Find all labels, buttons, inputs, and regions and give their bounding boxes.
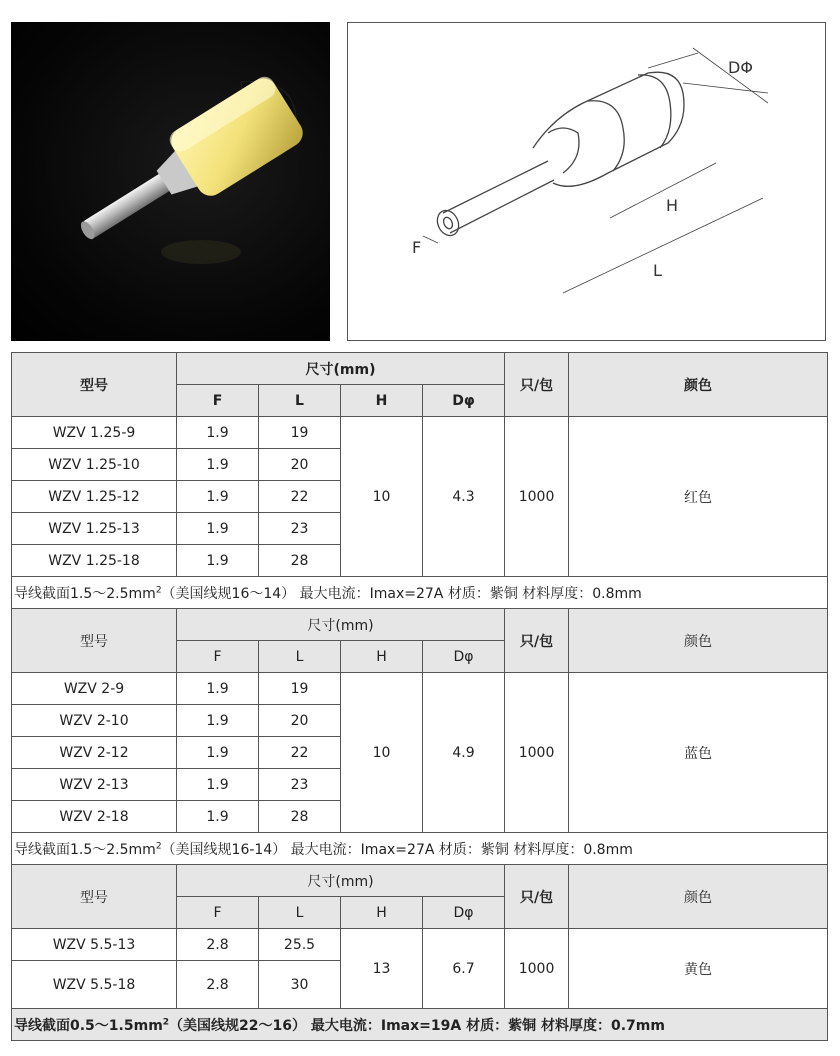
cell-l: 28: [259, 801, 341, 833]
cell-qty: 1000: [505, 417, 569, 577]
cell-model: WZV 2-18: [12, 801, 177, 833]
dim-label-d: DΦ: [728, 58, 753, 77]
cell-l: 25.5: [259, 929, 341, 961]
cell-f: 1.9: [177, 513, 259, 545]
cell-model: WZV 1.25-9: [12, 417, 177, 449]
cell-qty: 1000: [505, 673, 569, 833]
note-text: 导线截面1.5～2.5mm: [14, 841, 156, 858]
cell-d: 4.9: [423, 673, 505, 833]
cell-l: 22: [259, 737, 341, 769]
note-text: 导线截面1.5～2.5mm: [14, 585, 156, 602]
cell-f: 1.9: [177, 769, 259, 801]
header-qty: 只/包: [505, 353, 569, 417]
header-f: F: [177, 385, 259, 417]
header-color: 颜色: [569, 865, 828, 929]
cell-f: 2.8: [177, 961, 259, 1009]
dim-label-l: L: [653, 261, 662, 280]
header-size: 尺寸(mm): [177, 865, 505, 897]
cell-l: 20: [259, 705, 341, 737]
table-row: [12, 673, 828, 705]
header-h: H: [341, 897, 423, 929]
header-size: 尺寸(mm): [177, 353, 505, 385]
cell-color: 蓝色: [569, 673, 828, 833]
note-text: （美国线规16～14） 最大电流：Imax=27A 材质：紫铜 材料厚度：0.8mm: [161, 585, 642, 602]
cell-model: WZV 1.25-10: [12, 449, 177, 481]
header-h: H: [341, 385, 423, 417]
header-d: Dφ: [423, 897, 505, 929]
cell-d: 6.7: [423, 929, 505, 1009]
cell-model: WZV 1.25-13: [12, 513, 177, 545]
note-text: （美国线规16-14） 最大电流：Imax=27A 材质：紫铜 材料厚度：0.8mm: [161, 841, 633, 858]
product-photo: [11, 22, 330, 341]
header-color: 颜色: [569, 609, 828, 673]
note-text: （美国线规22～16） 最大电流：Imax=19A 材质：紫铜 材料厚度：0.7mm: [169, 1017, 665, 1034]
header-d: Dφ: [423, 385, 505, 417]
cell-qty: 1000: [505, 929, 569, 1009]
header-l: L: [259, 385, 341, 417]
cell-color: 黄色: [569, 929, 828, 1009]
note-text: 导线截面0.5～1.5mm: [14, 1017, 163, 1034]
cell-l: 30: [259, 961, 341, 1009]
cell-f: 1.9: [177, 449, 259, 481]
cell-l: 28: [259, 545, 341, 577]
header-f: F: [177, 641, 259, 673]
header-d: Dφ: [423, 641, 505, 673]
cell-f: 1.9: [177, 417, 259, 449]
cell-h: 10: [341, 417, 423, 577]
cell-h: 10: [341, 673, 423, 833]
cell-model: WZV 5.5-13: [12, 929, 177, 961]
cell-model: WZV 5.5-18: [12, 961, 177, 1009]
cell-f: 1.9: [177, 801, 259, 833]
header-l: L: [259, 641, 341, 673]
note-sup: 2: [155, 840, 162, 851]
cell-model: WZV 2-13: [12, 769, 177, 801]
dim-label-f: F: [412, 238, 422, 257]
cell-l: 19: [259, 673, 341, 705]
table-row: [12, 417, 828, 449]
cell-f: 1.9: [177, 705, 259, 737]
cell-l: 22: [259, 481, 341, 513]
header-qty: 只/包: [505, 865, 569, 929]
cell-model: WZV 2-9: [12, 673, 177, 705]
cell-f: 1.9: [177, 673, 259, 705]
cell-color: 红色: [569, 417, 828, 577]
table-row: [12, 929, 828, 961]
section-note: [12, 1009, 828, 1041]
cell-model: WZV 2-10: [12, 705, 177, 737]
dim-label-h: H: [666, 196, 679, 215]
cell-f: 2.8: [177, 929, 259, 961]
cell-l: 19: [259, 417, 341, 449]
cell-model: WZV 2-12: [12, 737, 177, 769]
header-size: 尺寸(mm): [177, 609, 505, 641]
header-model: 型号: [12, 609, 177, 673]
section-note: [12, 577, 828, 609]
header-l: L: [259, 897, 341, 929]
cell-l: 20: [259, 449, 341, 481]
header-model: 型号: [12, 865, 177, 929]
header-h: H: [341, 641, 423, 673]
dimension-drawing: [347, 22, 826, 341]
header-model: 型号: [12, 353, 177, 417]
cell-f: 1.9: [177, 737, 259, 769]
header-qty: 只/包: [505, 609, 569, 673]
terminal-line-drawing: [348, 23, 825, 340]
cell-l: 23: [259, 513, 341, 545]
header-color: 颜色: [569, 353, 828, 417]
note-sup: 2: [155, 584, 162, 595]
cell-model: WZV 1.25-18: [12, 545, 177, 577]
cell-h: 13: [341, 929, 423, 1009]
cell-model: WZV 1.25-12: [12, 481, 177, 513]
header-f: F: [177, 897, 259, 929]
terminal-photo-image: [11, 22, 330, 341]
section-note: [12, 833, 828, 865]
cell-f: 1.9: [177, 481, 259, 513]
cell-l: 23: [259, 769, 341, 801]
spec-table: [11, 352, 828, 1041]
cell-f: 1.9: [177, 545, 259, 577]
note-sup: 2: [162, 1016, 170, 1027]
cell-d: 4.3: [423, 417, 505, 577]
